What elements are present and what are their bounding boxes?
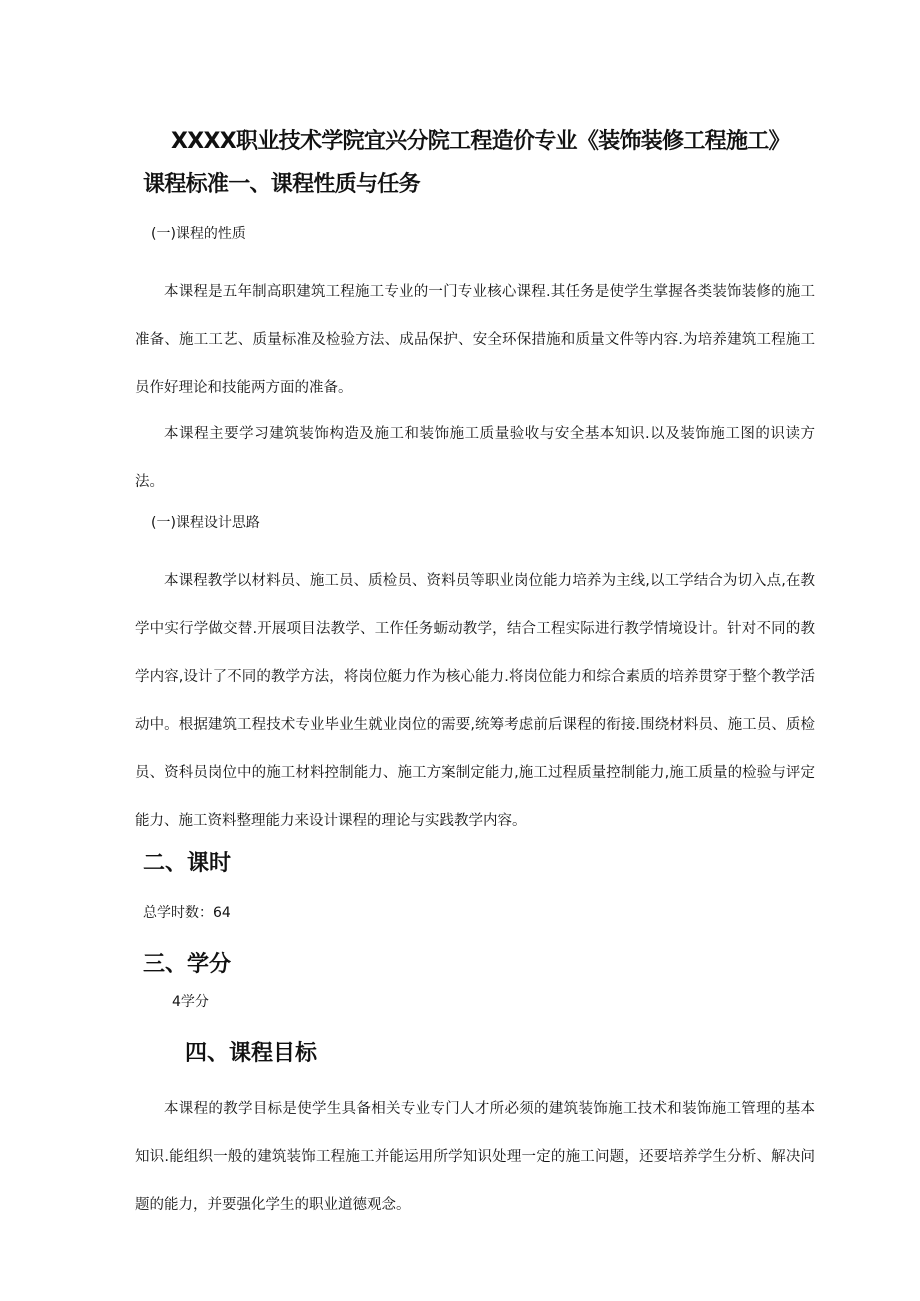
document-title: XXXX职业技术学院宜兴分院工程造价专业《装饰装修工程施工》 [171, 129, 790, 154]
section-heading-hours: 二、课时 [143, 851, 232, 876]
subheading-design-approach: (一)课程设计思路 [151, 515, 260, 531]
total-hours-text: 总学时数：64 [143, 905, 231, 921]
section-heading-objectives: 四、课程目标 [185, 1041, 318, 1066]
document-title-continued: 课程标准一、课程性质与任务 [143, 172, 420, 197]
paragraph-course-objectives: 本课程的教学目标是使学生具备相关专业专门人才所必须的建筑装饰施工技术和装饰施工管理的基本知识.能组织一般的建筑装饰工程施工并能运用所学知识处理一定的施工问题，还要培养学生分析、解决问题的能力，并要强化学生的职业道德观念。 [135, 1101, 815, 1213]
credits-text: 4学分 [172, 994, 209, 1010]
paragraph-course-content: 本课程主要学习建筑装饰构造及施工和装饰施工质量验收与安全基本知识.以及装饰施工图的识读方法。 [135, 426, 815, 490]
paragraph-course-nature: 本课程是五年制高职建筑工程施工专业的一门专业核心课程.其任务是使学生掌握各类装饰装修的施工准备、施工工艺、质量标准及检验方法、成品保护、安全环保措施和质量文件等内容.为培养建筑工程施工员作好理论和技能两方面的准备。 [135, 284, 815, 396]
section-heading-credits: 三、学分 [143, 952, 232, 977]
subheading-course-nature: (一)课程的性质 [151, 226, 246, 242]
paragraph-design-approach: 本课程教学以材料员、施工员、质检员、资料员等职业岗位能力培养为主线,以工学结合为切入点,在教学中实行学做交替.开展项目法教学、工作任务蛎动教学，结合工程实际进行教学情境设计。针对不同的教学内容,设计了不同的教学方法，将岗位艇力作为核心能力.将岗位能力和综合素质的培养贯穿于整个教学活动中。根据建筑工程技术专业毕业生就业岗位的需要,统筹考虑前后课程的衔接.围绕材料员、施工员、质检员、资科员岗位中的施工材料控制能力、施工方案制定能力,施工过程质量控制能力,施工质量的检验与评定能力、施工资料整理能力来设计课程的理论与实践教学内容。 [135, 573, 815, 829]
